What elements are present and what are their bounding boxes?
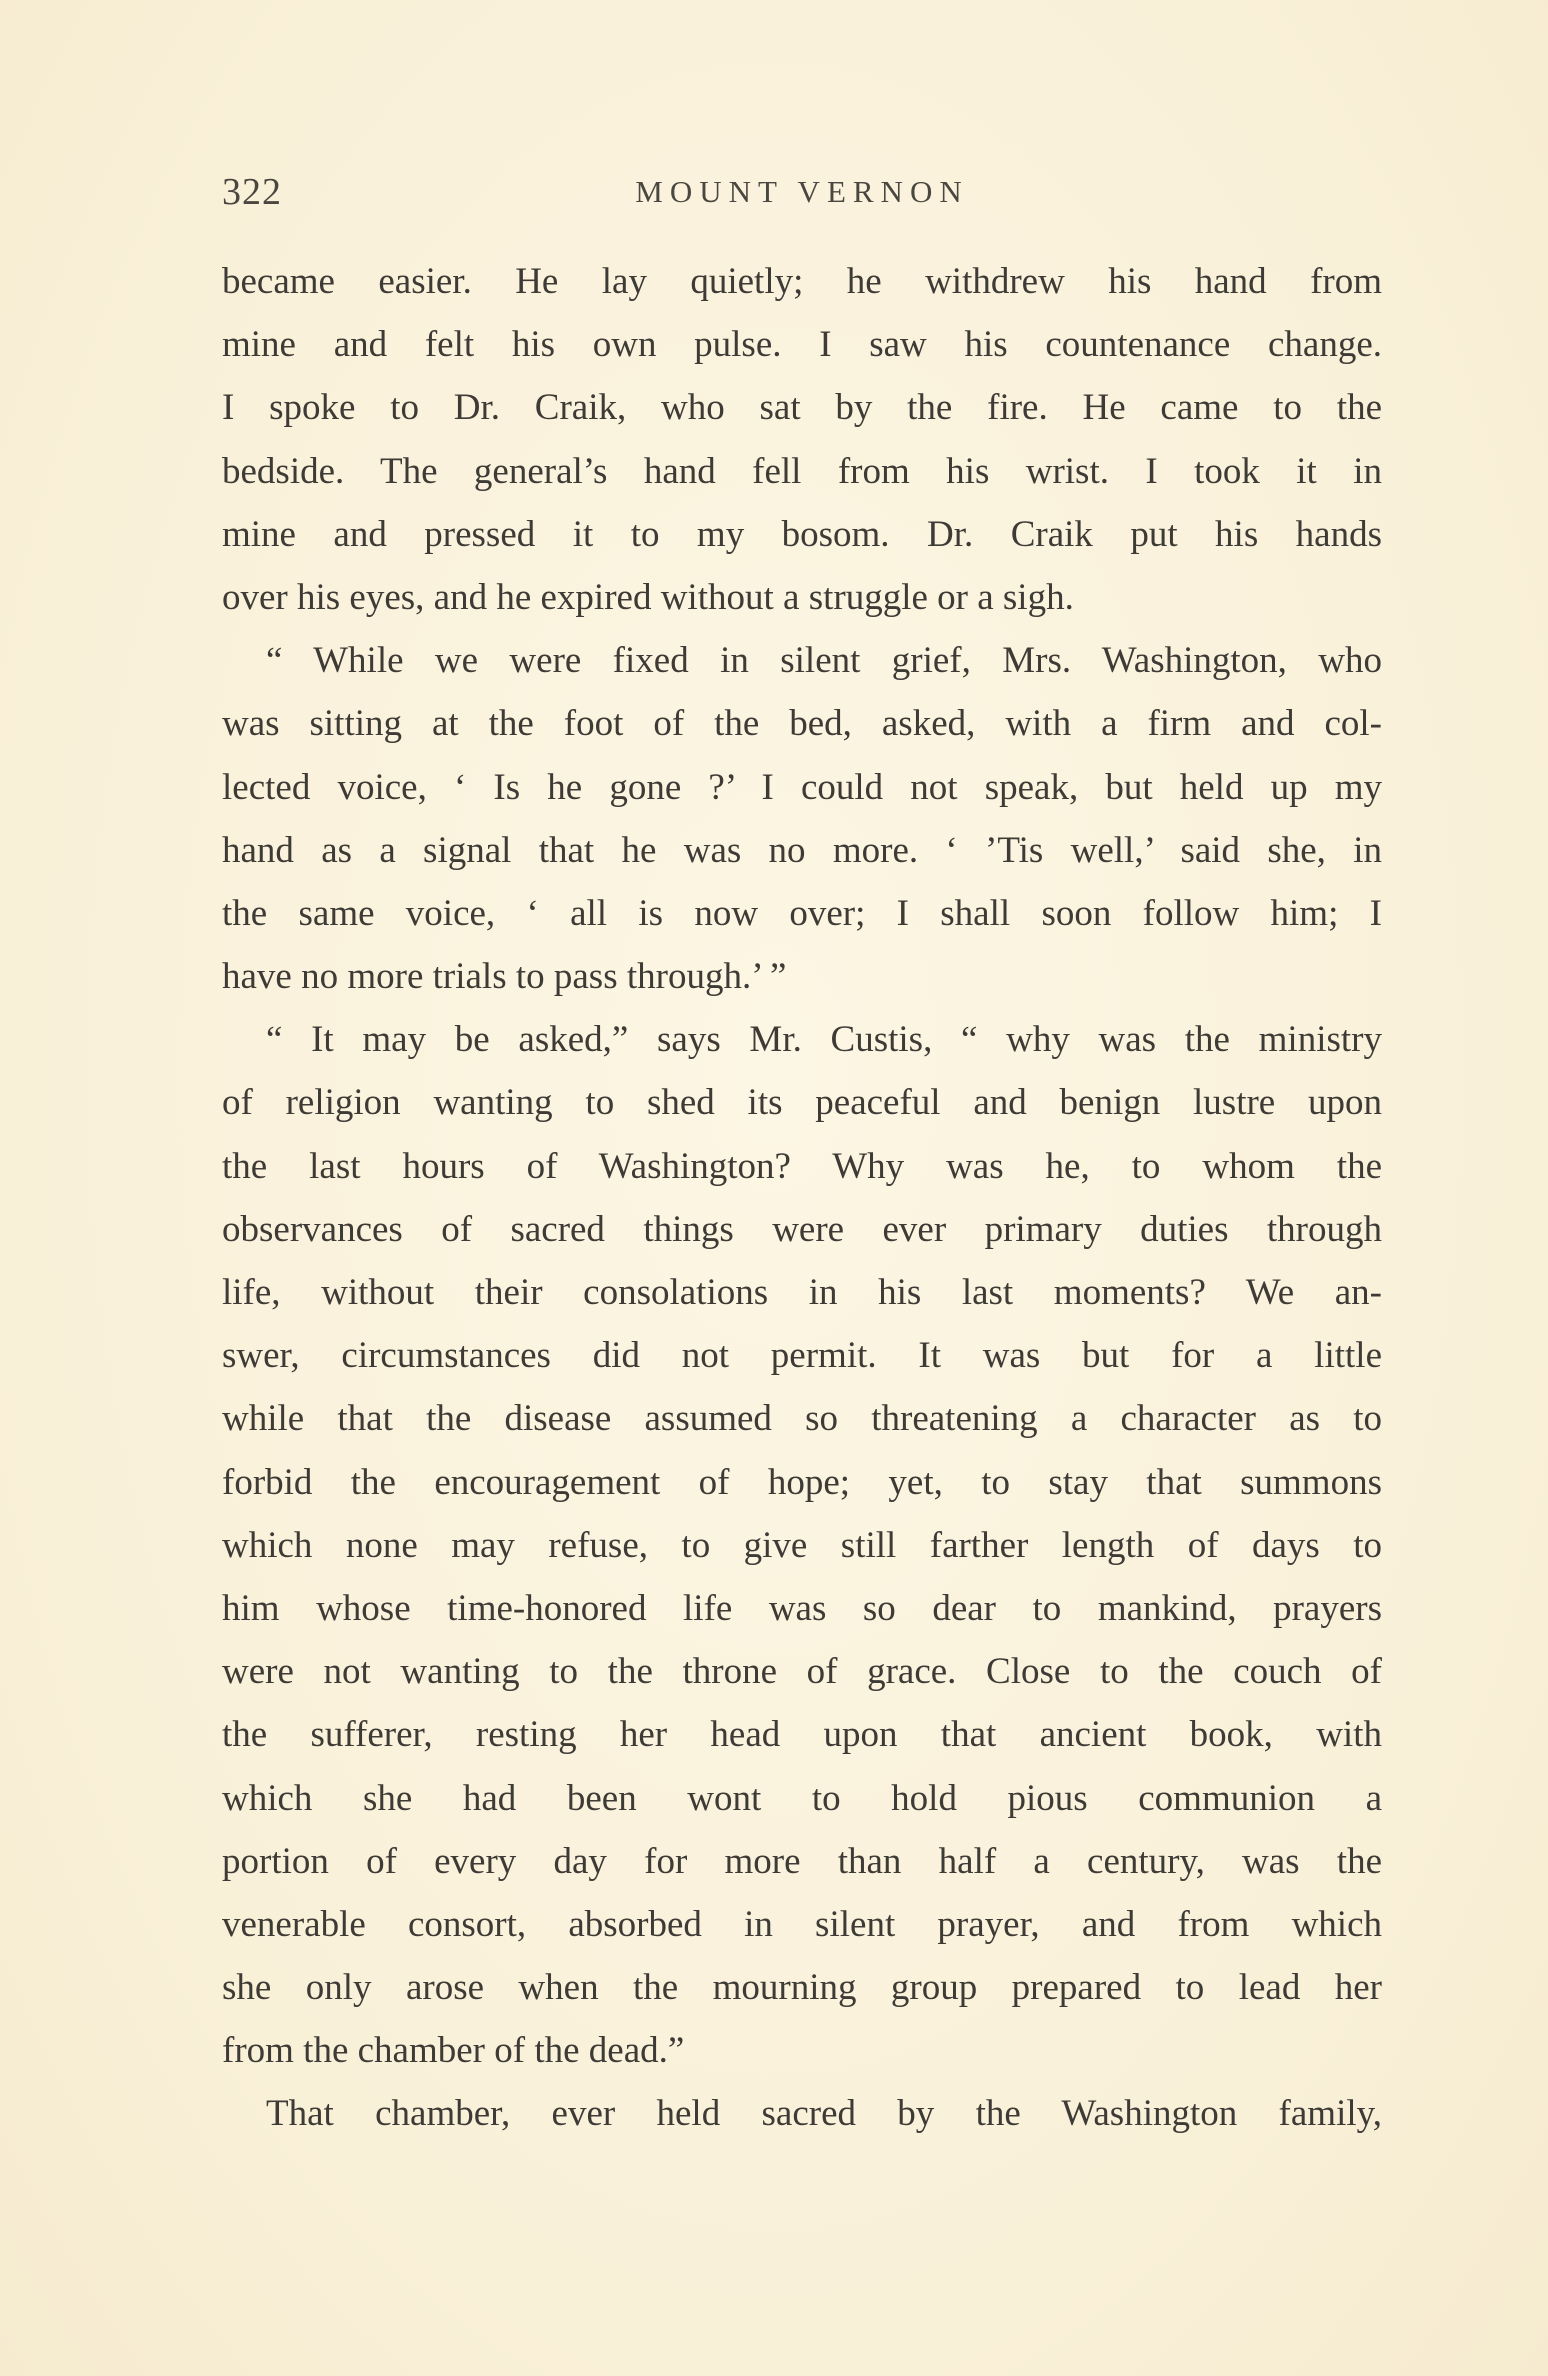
text-line: observances of sacred things were ever primary duties through xyxy=(222,1208,1382,1250)
text-line: the same voice, ‘ all is now over; I shall soon follow him; I xyxy=(222,892,1382,934)
text-line: have no more trials to pass through.’ ” xyxy=(222,956,787,998)
text-line: I spoke to Dr. Craik, who sat by the fire. He came to the xyxy=(222,387,1382,429)
text-line: life, without their consolations in his last moments? We an- xyxy=(222,1272,1382,1313)
text-line: forbid the encouragement of hope; yet, to stay that summons xyxy=(222,1461,1382,1503)
text-line: venerable consort, absorbed in silent prayer, and from which xyxy=(222,1903,1382,1945)
running-title: MOUNT VERNON xyxy=(635,174,969,209)
text-line: “ While we were fixed in silent grief, Mrs. Washington, who xyxy=(266,640,1382,682)
text-line: from the chamber of the dead.” xyxy=(222,2030,685,2072)
text-line: hand as a signal that he was no more. ‘ ’Tis well,’ said she, in xyxy=(222,829,1382,871)
text-line: while that the disease assumed so threatening a character as to xyxy=(222,1398,1382,1440)
text-line: mine and pressed it to my bosom. Dr. Craik put his hands xyxy=(222,513,1382,555)
page-number: 322 xyxy=(222,171,282,213)
text-line: swer, circumstances did not permit. It was but for a little xyxy=(222,1335,1382,1377)
text-line: mine and felt his own pulse. I saw his countenance change. xyxy=(222,324,1382,366)
text-line: “ It may be asked,” says Mr. Custis, “ why was the ministry xyxy=(266,1019,1382,1061)
text-line: That chamber, ever held sacred by the Washington family, xyxy=(266,2093,1382,2135)
text-line: portion of every day for more than half a century, was the xyxy=(222,1840,1382,1882)
text-line: were not wanting to the throne of grace. Close to the couch of xyxy=(222,1651,1382,1693)
text-line: was sitting at the foot of the bed, asked, with a firm and col- xyxy=(222,703,1382,745)
running-head xyxy=(222,170,1382,230)
body-text xyxy=(222,250,1382,2146)
text-line: became easier. He lay quietly; he withdrew his hand from xyxy=(222,261,1382,302)
text-line: bedside. The general’s hand fell from his wrist. I took it in xyxy=(222,450,1382,492)
text-line: which she had been wont to hold pious communion a xyxy=(222,1777,1382,1819)
text-line: which none may refuse, to give still farther length of days to xyxy=(222,1524,1382,1566)
text-line: of religion wanting to shed its peaceful and benign lustre upon xyxy=(222,1082,1382,1124)
text-line: him whose time-honored life was so dear to mankind, prayers xyxy=(222,1587,1382,1629)
text-line: the sufferer, resting her head upon that ancient book, with xyxy=(222,1714,1382,1756)
text-line: she only arose when the mourning group prepared to lead her xyxy=(222,1967,1382,2009)
text-line: lected voice, ‘ Is he gone ?’ I could not speak, but held up my xyxy=(222,766,1382,808)
text-line: the last hours of Washington? Why was he, to whom the xyxy=(222,1145,1382,1187)
text-line: over his eyes, and he expired without a struggle or a sigh. xyxy=(222,576,1074,618)
